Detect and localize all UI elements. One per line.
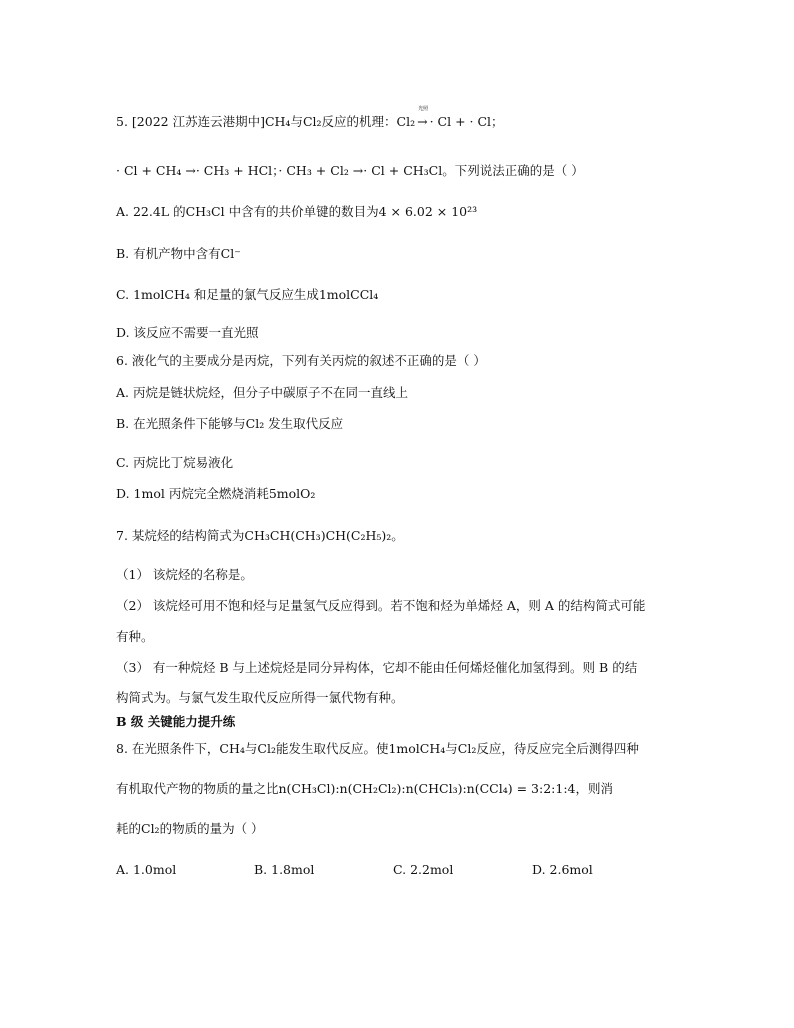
q6-option-b: B. 在光照条件下能够与Cl₂ 发生取代反应 <box>116 416 344 431</box>
q8-option-a: A. 1.0mol <box>116 862 177 877</box>
q5-option-b: B. 有机产物中含有Cl⁻ <box>116 246 241 261</box>
q6-stem: 6. 液化气的主要成分是丙烷，下列有关丙烷的叙述不正确的是（ ） <box>116 353 486 368</box>
q7-part-3a: （3） 有一种烷烃 B 与上述烷烃是同分异构体，它却不能由任何烯烃催化加氢得到。则 B 的结 <box>116 660 638 675</box>
q5-option-a: A. 22.4L 的CH₃Cl 中含有的共价单键的数目为4 × 6.02 × 10²³ <box>116 204 478 219</box>
q5-mech-reactant: Cl₂ <box>396 114 416 129</box>
q8-option-c: C. 2.2mol <box>393 862 454 877</box>
q6-option-d: D. 1mol 丙烷完全燃烧消耗5molO₂ <box>116 486 316 501</box>
q5-line-2: · Cl + CH₄ →· CH₃ + HCl；· CH₃ + Cl₂ →· Cl + CH₃Cl。下列说法正确的是（ ） <box>116 163 584 178</box>
q5-option-d: D. 该反应不需要一直光照 <box>116 325 259 340</box>
q8-line-2: 有机取代产物的物质的量之比n(CH₃Cl):n(CH₂Cl₂):n(CHCl₃):n(CCl₄) = 3:2:1:4，则消 <box>116 781 613 796</box>
q6-option-c: C. 丙烷比丁烷易液化 <box>116 455 234 470</box>
section-b-heading: B 级 关键能力提升练 <box>116 714 236 729</box>
q8-option-b: B. 1.8mol <box>254 862 315 877</box>
q5-number: 5. <box>116 114 128 129</box>
q5-lead: CH₄与Cl₂反应的机理： <box>264 114 397 129</box>
q7-part-2b: 有种。 <box>116 629 154 644</box>
q8-option-d: D. 2.6mol <box>532 862 593 877</box>
q7-part-3b: 构简式为。与氯气发生取代反应所得一氯代物有种。 <box>116 690 404 705</box>
light-arrow: 光照 → <box>417 106 429 129</box>
q5-line-1 <box>116 106 504 129</box>
q5-option-c: C. 1molCH₄ 和足量的氯气反应生成1molCCl₄ <box>116 287 379 302</box>
q7-part-1: （1） 该烷烃的名称是。 <box>116 567 253 582</box>
q6-option-a: A. 丙烷是链状烷烃，但分子中碳原子不在同一直线上 <box>116 385 408 400</box>
q5-mech-products: · Cl + · Cl； <box>429 114 504 129</box>
q8-line-3: 耗的Cl₂的物质的量为（ ） <box>116 821 264 836</box>
q7-part-2a: （2） 该烷烃可用不饱和烃与足量氢气反应得到。若不饱和烃为单烯烃 A，则 A 的结构简式可能 <box>116 598 646 613</box>
arrow-label: 光照 <box>418 106 429 112</box>
q8-line-1: 8. 在光照条件下，CH₄与Cl₂能发生取代反应。使1molCH₄与Cl₂反应，待反应完全后测得四种 <box>116 741 639 756</box>
q7-stem: 7. 某烷烃的结构简式为CH₃CH(CH₃)CH(C₂H₅)₂。 <box>116 528 404 543</box>
q5-source: [2022 江苏连云港期中] <box>131 114 265 129</box>
